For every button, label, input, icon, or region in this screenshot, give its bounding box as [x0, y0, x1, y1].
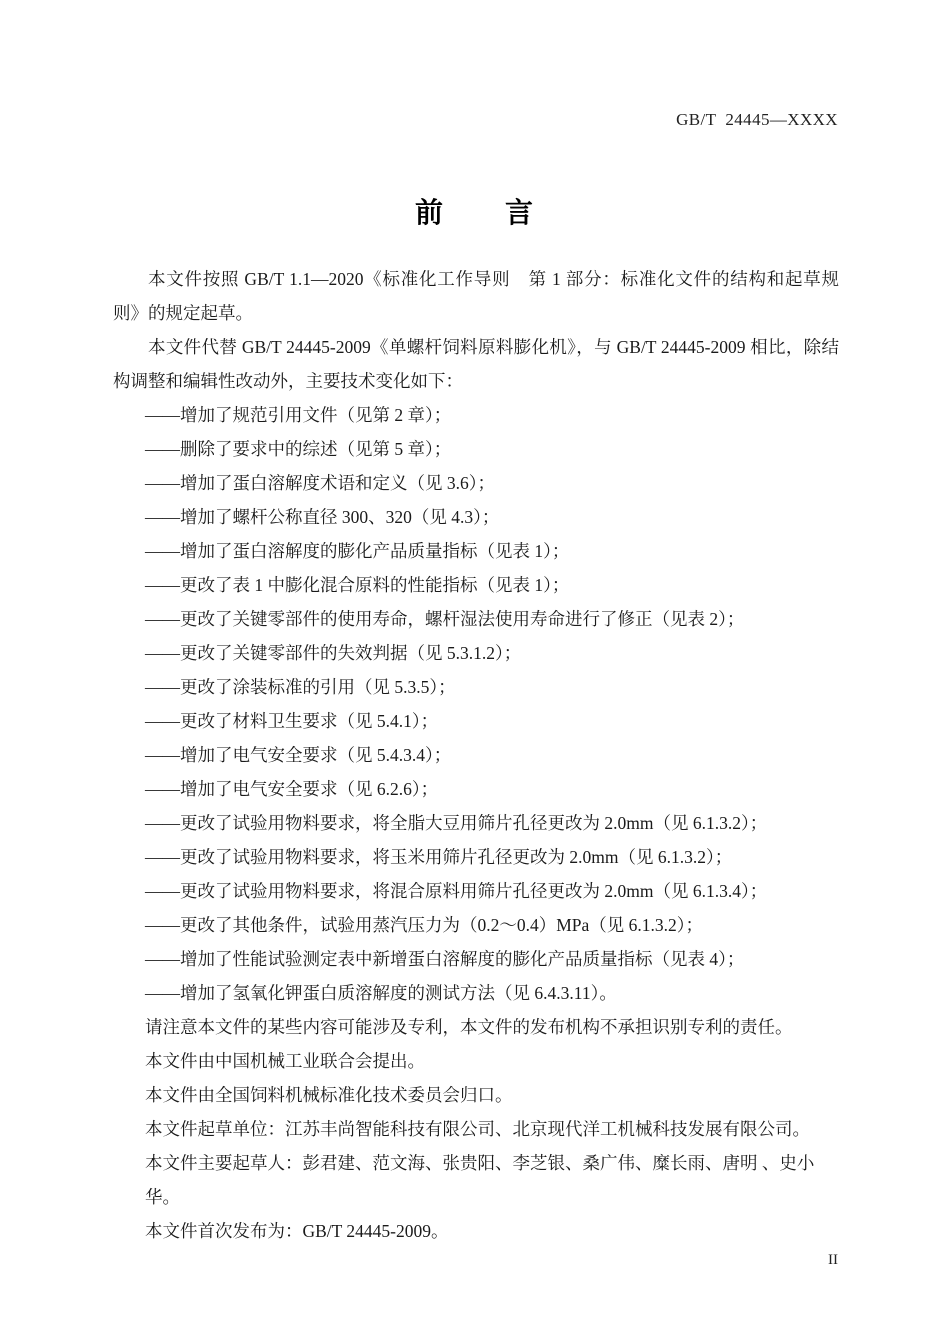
list-item: ——增加了性能试验测定表中新增蛋白溶解度的膨化产品质量指标（见表 4）； — [145, 949, 745, 969]
list-item: ——删除了要求中的综述（见第 5 章）； — [145, 439, 452, 459]
page-number: II — [828, 1252, 838, 1268]
list-item: ——增加了氢氧化钾蛋白质溶解度的测试方法（见 6.4.3.11）。 — [145, 983, 617, 1003]
intro-paragraph: 本文件按照 GB/T 1.1—2020《标准化工作导则 第 1 部分：标准化文件的结构和起草规则》的规定起草。 — [113, 269, 839, 323]
list-item: ——增加了螺杆公称直径 300、320（见 4.3）； — [145, 507, 500, 527]
page-title: 前 言 — [414, 196, 535, 229]
principal-drafters: 本文件主要起草人：彭君建、范文海、张贵阳、李芝银、桑广伟、糜长雨、唐明 、史小华。 — [145, 1153, 815, 1207]
list-item: ——增加了电气安全要求（见 5.4.3.4）； — [145, 745, 452, 765]
intro-paragraph: 本文件代替 GB/T 24445-2009《单螺杆饲料原料膨化机》，与 GB/T 24445-2009 相比，除结构调整和编辑性改动外，主要技术变化如下： — [113, 337, 839, 391]
list-item: ——更改了试验用物料要求，将全脂大豆用筛片孔径更改为 2.0mm（见 6.1.3.2）； — [145, 813, 768, 833]
first-publication: 本文件首次发布为：GB/T 24445-2009。 — [145, 1221, 449, 1241]
list-item: ——更改了表 1 中膨化混合原料的性能指标（见表 1）； — [145, 575, 570, 595]
list-item: ——更改了其他条件，试验用蒸汽压力为（0.2～0.4）MPa（见 6.1.3.2）； — [145, 915, 704, 935]
list-item: ——更改了试验用物料要求，将混合原料用筛片孔径更改为 2.0mm（见 6.1.3.4）； — [145, 881, 768, 901]
list-item: ——更改了涂装标准的引用（见 5.3.5）； — [145, 677, 456, 697]
list-item: ——增加了蛋白溶解度术语和定义（见 3.6）； — [145, 473, 495, 493]
technical-committee: 本文件由全国饲料机械标准化技术委员会归口。 — [145, 1085, 513, 1105]
list-item: ——更改了试验用物料要求，将玉米用筛片孔径更改为 2.0mm（见 6.1.3.2）； — [145, 847, 733, 867]
list-item: ——更改了关键零部件的失效判据（见 5.3.1.2）； — [145, 643, 522, 663]
document-body — [113, 262, 839, 1248]
list-item: ——更改了关键零部件的使用寿命，螺杆湿法使用寿命进行了修正（见表 2）； — [145, 609, 745, 629]
list-item: ——增加了电气安全要求（见 6.2.6）； — [145, 779, 439, 799]
technical-changes-list — [113, 398, 839, 1010]
patent-notice: 请注意本文件的某些内容可能涉及专利，本文件的发布机构不承担识别专利的责任。 — [145, 1017, 793, 1037]
list-item: ——增加了规范引用文件（见第 2 章）； — [145, 405, 452, 425]
list-item: ——更改了材料卫生要求（见 5.4.1）； — [145, 711, 439, 731]
list-item: ——增加了蛋白溶解度的膨化产品质量指标（见表 1）； — [145, 541, 570, 561]
running-header-standard-number: GB/T 24445—XXXX — [676, 110, 838, 129]
proposing-organization: 本文件由中国机械工业联合会提出。 — [145, 1051, 425, 1071]
drafting-organizations: 本文件起草单位：江苏丰尚智能科技有限公司、北京现代洋工机械科技发展有限公司。 — [145, 1119, 810, 1139]
